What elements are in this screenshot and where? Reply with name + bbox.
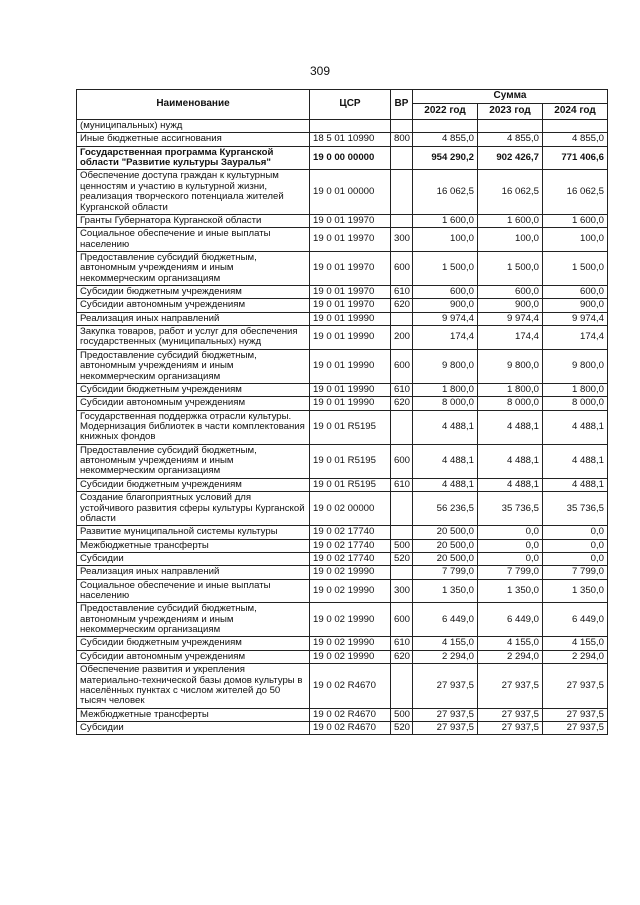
row-vr-cell — [391, 146, 413, 170]
table-row — [77, 664, 608, 708]
table-row — [77, 637, 608, 650]
row-csr-cell: 19 0 02 R4670 — [310, 721, 391, 734]
row-amount-2024-cell: 900,0 — [543, 299, 608, 312]
row-csr-cell: 19 0 01 19990 — [310, 312, 391, 325]
row-amount-2023-cell: 9 974,4 — [478, 312, 543, 325]
row-csr-cell: 19 0 02 00000 — [310, 492, 391, 526]
row-csr-cell: 19 0 01 R5195 — [310, 478, 391, 491]
row-amount-2023-cell: 6 449,0 — [478, 603, 543, 637]
row-vr-cell: 600 — [391, 251, 413, 285]
row-amount-2022-cell: 1 500,0 — [413, 251, 478, 285]
row-amount-2024-cell: 35 736,5 — [543, 492, 608, 526]
row-csr-cell: 19 0 02 19990 — [310, 650, 391, 663]
row-amount-2023-cell: 4 488,1 — [478, 478, 543, 491]
row-vr-cell: 800 — [391, 133, 413, 146]
row-amount-2024-cell: 9 974,4 — [543, 312, 608, 325]
row-csr-cell: 19 0 01 R5195 — [310, 410, 391, 444]
table-row — [77, 650, 608, 663]
row-vr-cell: 520 — [391, 721, 413, 734]
row-amount-2022-cell: 2 294,0 — [413, 650, 478, 663]
row-vr-cell — [391, 664, 413, 708]
header-vr: ВР — [391, 90, 413, 120]
row-amount-2022-cell: 27 937,5 — [413, 664, 478, 708]
row-amount-2023-cell: 900,0 — [478, 299, 543, 312]
row-csr-cell: 19 0 01 19990 — [310, 397, 391, 410]
row-vr-cell — [391, 566, 413, 579]
row-amount-2024-cell: 4 155,0 — [543, 637, 608, 650]
row-amount-2024-cell: 600,0 — [543, 286, 608, 299]
row-amount-2022-cell: 954 290,2 — [413, 146, 478, 170]
table-row — [77, 410, 608, 444]
table-row — [77, 286, 608, 299]
row-amount-2022-cell: 16 062,5 — [413, 170, 478, 214]
row-csr-cell: 19 0 01 19970 — [310, 214, 391, 227]
row-vr-cell: 300 — [391, 228, 413, 252]
row-name-cell: Социальное обеспечение и иные выплаты населению — [77, 228, 310, 252]
row-name-cell: Субсидии — [77, 552, 310, 565]
row-csr-cell: 19 0 02 17740 — [310, 552, 391, 565]
row-name-cell: Субсидии бюджетным учреждениям — [77, 286, 310, 299]
row-csr-cell: 19 0 02 R4670 — [310, 708, 391, 721]
row-vr-cell: 500 — [391, 708, 413, 721]
header-sum: Сумма — [413, 90, 608, 104]
row-name-cell: Предоставление субсидий бюджетным, автономным учреждениям и иным некоммерческим организациям — [77, 251, 310, 285]
row-vr-cell: 610 — [391, 478, 413, 491]
row-amount-2023-cell: 1 800,0 — [478, 383, 543, 396]
row-vr-cell: 600 — [391, 349, 413, 383]
header-year-2024: 2024 год — [543, 104, 608, 120]
row-amount-2023-cell: 100,0 — [478, 228, 543, 252]
row-amount-2022-cell: 9 974,4 — [413, 312, 478, 325]
header-year-2022: 2022 год — [413, 104, 478, 120]
row-amount-2022-cell: 20 500,0 — [413, 526, 478, 539]
row-name-cell: Гранты Губернатора Курганской области — [77, 214, 310, 227]
row-amount-2023-cell: 4 855,0 — [478, 133, 543, 146]
table-row — [77, 383, 608, 396]
table-row — [77, 444, 608, 478]
table-row — [77, 708, 608, 721]
row-amount-2022-cell — [413, 120, 478, 133]
row-amount-2023-cell: 27 937,5 — [478, 664, 543, 708]
row-name-cell: Субсидии автономным учреждениям — [77, 650, 310, 663]
row-amount-2022-cell: 174,4 — [413, 326, 478, 350]
table-row — [77, 526, 608, 539]
table-row — [77, 170, 608, 214]
row-amount-2024-cell: 27 937,5 — [543, 708, 608, 721]
row-name-cell: Обеспечение доступа граждан к культурным ценностям и участию в культурной жизни, реализация творческого потенциала жителей Курганской области — [77, 170, 310, 214]
row-amount-2023-cell: 902 426,7 — [478, 146, 543, 170]
row-amount-2024-cell: 4 488,1 — [543, 478, 608, 491]
row-name-cell: Государственная программа Курганской области "Развитие культуры Зауралья" — [77, 146, 310, 170]
table-row — [77, 566, 608, 579]
row-name-cell: Обеспечение развития и укрепления материально-технической базы домов культуры в населённых пунктах с числом жителей до 50 тысяч человек — [77, 664, 310, 708]
row-vr-cell — [391, 214, 413, 227]
row-name-cell: Реализация иных направлений — [77, 312, 310, 325]
row-vr-cell: 610 — [391, 637, 413, 650]
row-name-cell: Создание благоприятных условий для устойчивого развития сферы культуры Курганской области — [77, 492, 310, 526]
table-row — [77, 214, 608, 227]
row-name-cell: Предоставление субсидий бюджетным, автономным учреждениям и иным некоммерческим организациям — [77, 349, 310, 383]
row-vr-cell — [391, 526, 413, 539]
row-name-cell: Субсидии — [77, 721, 310, 734]
row-amount-2024-cell: 1 500,0 — [543, 251, 608, 285]
header-name: Наименование — [77, 90, 310, 120]
row-vr-cell: 620 — [391, 397, 413, 410]
row-name-cell: Межбюджетные трансферты — [77, 539, 310, 552]
row-csr-cell: 19 0 01 19970 — [310, 299, 391, 312]
table-row — [77, 146, 608, 170]
row-csr-cell: 18 5 01 10990 — [310, 133, 391, 146]
row-amount-2023-cell: 4 155,0 — [478, 637, 543, 650]
row-amount-2024-cell: 27 937,5 — [543, 664, 608, 708]
table-row — [77, 397, 608, 410]
row-csr-cell: 19 0 02 17740 — [310, 539, 391, 552]
row-amount-2024-cell: 1 800,0 — [543, 383, 608, 396]
row-csr-cell: 19 0 02 19990 — [310, 566, 391, 579]
row-amount-2022-cell: 600,0 — [413, 286, 478, 299]
row-csr-cell: 19 0 01 19990 — [310, 349, 391, 383]
row-vr-cell: 500 — [391, 539, 413, 552]
row-amount-2023-cell: 27 937,5 — [478, 721, 543, 734]
table-row — [77, 492, 608, 526]
row-amount-2022-cell: 27 937,5 — [413, 708, 478, 721]
row-vr-cell: 600 — [391, 603, 413, 637]
budget-table — [76, 89, 608, 735]
table-row — [77, 326, 608, 350]
row-name-cell: Реализация иных направлений — [77, 566, 310, 579]
table-row — [77, 133, 608, 146]
row-amount-2023-cell: 600,0 — [478, 286, 543, 299]
table-row — [77, 120, 608, 133]
row-amount-2022-cell: 1 800,0 — [413, 383, 478, 396]
row-amount-2023-cell: 1 350,0 — [478, 579, 543, 603]
row-amount-2024-cell: 1 600,0 — [543, 214, 608, 227]
row-vr-cell: 520 — [391, 552, 413, 565]
row-amount-2023-cell: 9 800,0 — [478, 349, 543, 383]
row-amount-2023-cell: 8 000,0 — [478, 397, 543, 410]
row-amount-2023-cell: 1 500,0 — [478, 251, 543, 285]
row-name-cell: Развитие муниципальной системы культуры — [77, 526, 310, 539]
row-csr-cell: 19 0 02 19990 — [310, 579, 391, 603]
row-vr-cell — [391, 312, 413, 325]
row-amount-2022-cell: 8 000,0 — [413, 397, 478, 410]
row-name-cell: (муниципальных) нужд — [77, 120, 310, 133]
table-row — [77, 299, 608, 312]
row-amount-2023-cell: 1 600,0 — [478, 214, 543, 227]
header-csr: ЦСР — [310, 90, 391, 120]
row-amount-2022-cell: 900,0 — [413, 299, 478, 312]
row-amount-2023-cell: 35 736,5 — [478, 492, 543, 526]
row-amount-2022-cell: 4 488,1 — [413, 410, 478, 444]
row-amount-2023-cell: 174,4 — [478, 326, 543, 350]
page-number: 309 — [309, 64, 331, 78]
row-amount-2023-cell — [478, 120, 543, 133]
table-row — [77, 312, 608, 325]
row-vr-cell — [391, 492, 413, 526]
table-row — [77, 228, 608, 252]
row-amount-2024-cell: 100,0 — [543, 228, 608, 252]
row-amount-2023-cell: 4 488,1 — [478, 410, 543, 444]
row-csr-cell: 19 0 00 00000 — [310, 146, 391, 170]
row-csr-cell: 19 0 01 19990 — [310, 383, 391, 396]
row-name-cell: Субсидии бюджетным учреждениям — [77, 637, 310, 650]
row-csr-cell — [310, 120, 391, 133]
row-csr-cell: 19 0 02 17740 — [310, 526, 391, 539]
row-amount-2022-cell: 20 500,0 — [413, 539, 478, 552]
row-amount-2024-cell: 7 799,0 — [543, 566, 608, 579]
row-amount-2024-cell: 0,0 — [543, 526, 608, 539]
table-row — [77, 552, 608, 565]
row-amount-2024-cell: 8 000,0 — [543, 397, 608, 410]
row-amount-2024-cell: 0,0 — [543, 539, 608, 552]
row-name-cell: Субсидии автономным учреждениям — [77, 397, 310, 410]
row-vr-cell: 200 — [391, 326, 413, 350]
row-amount-2022-cell: 4 855,0 — [413, 133, 478, 146]
row-name-cell: Межбюджетные трансферты — [77, 708, 310, 721]
row-csr-cell: 19 0 01 19970 — [310, 251, 391, 285]
row-amount-2024-cell: 174,4 — [543, 326, 608, 350]
row-amount-2022-cell: 4 155,0 — [413, 637, 478, 650]
row-csr-cell: 19 0 01 19990 — [310, 326, 391, 350]
row-name-cell: Иные бюджетные ассигнования — [77, 133, 310, 146]
row-name-cell: Предоставление субсидий бюджетным, автономным учреждениям и иным некоммерческим организациям — [77, 444, 310, 478]
row-amount-2024-cell: 27 937,5 — [543, 721, 608, 734]
row-amount-2023-cell: 27 937,5 — [478, 708, 543, 721]
row-amount-2022-cell: 1 350,0 — [413, 579, 478, 603]
row-csr-cell: 19 0 01 00000 — [310, 170, 391, 214]
row-name-cell: Социальное обеспечение и иные выплаты населению — [77, 579, 310, 603]
table-body — [77, 120, 608, 735]
row-vr-cell: 610 — [391, 286, 413, 299]
row-vr-cell — [391, 410, 413, 444]
table-row — [77, 539, 608, 552]
row-amount-2024-cell: 0,0 — [543, 552, 608, 565]
row-csr-cell: 19 0 02 19990 — [310, 637, 391, 650]
row-amount-2024-cell: 771 406,6 — [543, 146, 608, 170]
table-row — [77, 579, 608, 603]
row-csr-cell: 19 0 02 R4670 — [310, 664, 391, 708]
row-vr-cell: 300 — [391, 579, 413, 603]
row-amount-2023-cell: 0,0 — [478, 526, 543, 539]
row-amount-2022-cell: 56 236,5 — [413, 492, 478, 526]
row-amount-2023-cell: 4 488,1 — [478, 444, 543, 478]
row-amount-2022-cell: 1 600,0 — [413, 214, 478, 227]
row-amount-2024-cell — [543, 120, 608, 133]
row-name-cell: Субсидии бюджетным учреждениям — [77, 478, 310, 491]
row-amount-2024-cell: 6 449,0 — [543, 603, 608, 637]
table-row — [77, 349, 608, 383]
row-csr-cell: 19 0 01 19970 — [310, 228, 391, 252]
row-amount-2023-cell: 2 294,0 — [478, 650, 543, 663]
row-amount-2023-cell: 0,0 — [478, 552, 543, 565]
row-amount-2022-cell: 9 800,0 — [413, 349, 478, 383]
row-csr-cell: 19 0 01 19970 — [310, 286, 391, 299]
row-amount-2024-cell: 4 488,1 — [543, 444, 608, 478]
row-vr-cell: 620 — [391, 299, 413, 312]
row-amount-2023-cell: 16 062,5 — [478, 170, 543, 214]
row-name-cell: Субсидии бюджетным учреждениям — [77, 383, 310, 396]
row-csr-cell: 19 0 01 R5195 — [310, 444, 391, 478]
row-vr-cell: 610 — [391, 383, 413, 396]
table-row — [77, 721, 608, 734]
row-amount-2024-cell: 4 488,1 — [543, 410, 608, 444]
row-name-cell: Субсидии автономным учреждениям — [77, 299, 310, 312]
row-amount-2023-cell: 7 799,0 — [478, 566, 543, 579]
row-amount-2024-cell: 16 062,5 — [543, 170, 608, 214]
row-name-cell: Предоставление субсидий бюджетным, автономным учреждениям и иным некоммерческим организациям — [77, 603, 310, 637]
table-row — [77, 478, 608, 491]
header-year-2023: 2023 год — [478, 104, 543, 120]
row-amount-2022-cell: 7 799,0 — [413, 566, 478, 579]
row-amount-2022-cell: 4 488,1 — [413, 478, 478, 491]
row-name-cell: Государственная поддержка отрасли культуры. Модернизация библиотек в части комплектования книжных фондов — [77, 410, 310, 444]
row-vr-cell: 620 — [391, 650, 413, 663]
row-amount-2022-cell: 6 449,0 — [413, 603, 478, 637]
row-amount-2022-cell: 4 488,1 — [413, 444, 478, 478]
row-amount-2022-cell: 20 500,0 — [413, 552, 478, 565]
row-amount-2024-cell: 4 855,0 — [543, 133, 608, 146]
table-row — [77, 603, 608, 637]
row-vr-cell: 600 — [391, 444, 413, 478]
row-amount-2022-cell: 100,0 — [413, 228, 478, 252]
row-name-cell: Закупка товаров, работ и услуг для обеспечения государственных (муниципальных) нужд — [77, 326, 310, 350]
row-vr-cell — [391, 170, 413, 214]
row-amount-2024-cell: 2 294,0 — [543, 650, 608, 663]
row-amount-2023-cell: 0,0 — [478, 539, 543, 552]
row-amount-2022-cell: 27 937,5 — [413, 721, 478, 734]
row-amount-2024-cell: 9 800,0 — [543, 349, 608, 383]
table-row — [77, 251, 608, 285]
row-csr-cell: 19 0 02 19990 — [310, 603, 391, 637]
row-amount-2024-cell: 1 350,0 — [543, 579, 608, 603]
row-vr-cell — [391, 120, 413, 133]
